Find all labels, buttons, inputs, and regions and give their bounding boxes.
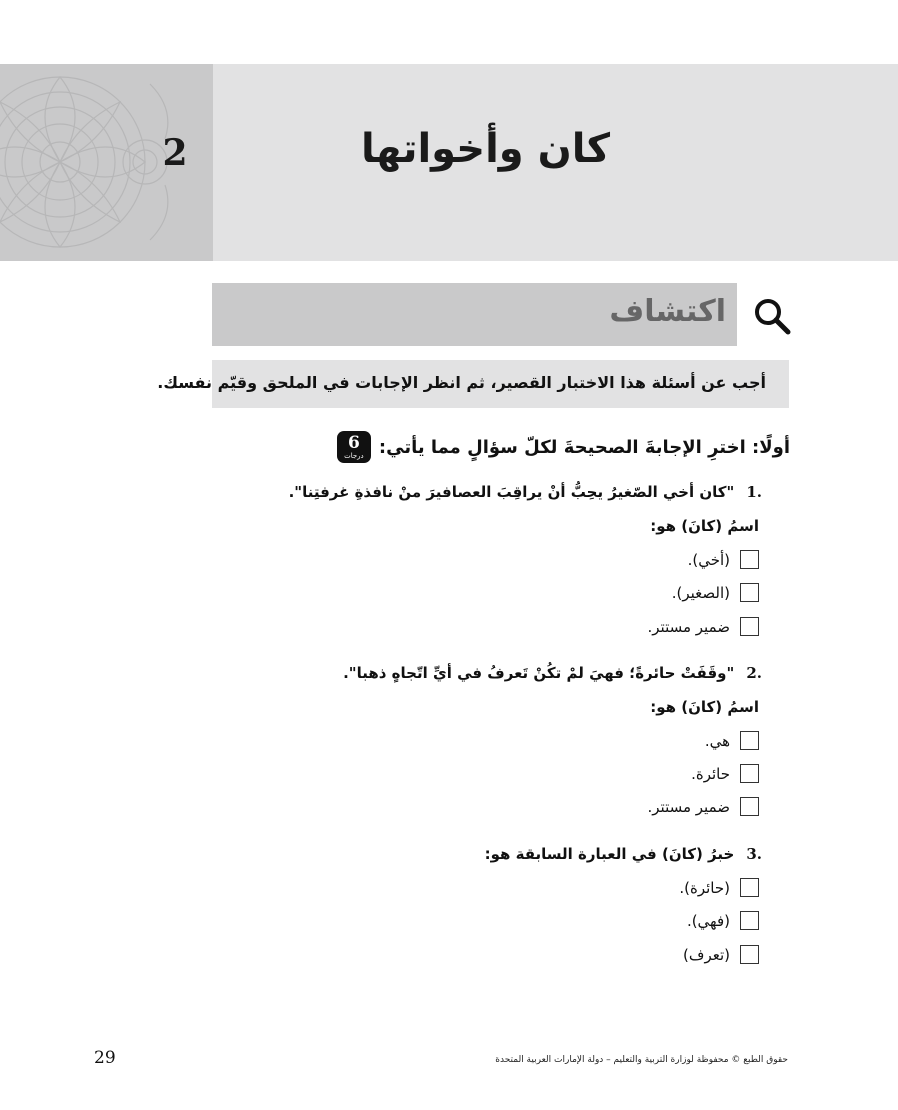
answer-checkbox[interactable] [740, 617, 759, 636]
option-2-2[interactable] [691, 764, 759, 783]
question-text: خبرُ (كانَ) في العبارة السابقة هو: [484, 845, 735, 863]
answer-checkbox[interactable] [740, 583, 759, 602]
answer-checkbox[interactable] [740, 945, 759, 964]
section-title: اكتشاف [609, 294, 726, 329]
option-label: هي. [704, 731, 730, 750]
question-2 [343, 664, 762, 682]
answer-checkbox[interactable] [740, 731, 759, 750]
option-label: ضمير مستتر. [647, 617, 730, 636]
question-text: "وقَفَتْ حائرةً؛ فهيَ لمْ تكُنْ تَعرفُ في أيِّ اتّجاهٍ ذهبا". [343, 664, 735, 682]
answer-checkbox[interactable] [740, 878, 759, 897]
option-label: (فهي). [686, 911, 730, 930]
chapter-number: 2 [162, 132, 188, 174]
question-1 [289, 483, 762, 501]
page-number: 29 [94, 1048, 116, 1068]
option-3-1[interactable] [679, 878, 759, 897]
marks-badge [337, 431, 371, 463]
option-1-3[interactable] [648, 617, 760, 636]
answer-checkbox[interactable] [740, 764, 759, 783]
copyright-notice: حقوق الطبع © محفوظة لوزارة التربية والتعليم – دولة الإمارات العربية المتحدة [495, 1055, 788, 1065]
option-label: (تعرف) [683, 945, 730, 964]
answer-checkbox[interactable] [740, 911, 759, 930]
question-text: "كان أخي الصّغيرُ يحِبُّ أنْ يراقِبَ العصافيرَ منْ نافذةِ غرفتِنا". [288, 483, 735, 501]
option-2-1[interactable] [705, 731, 759, 750]
chapter-title: كان وأخواتها [361, 126, 610, 172]
option-1-2[interactable] [672, 583, 759, 602]
option-label: (حائرة). [679, 878, 730, 897]
option-3-3[interactable] [683, 945, 759, 964]
option-label: حائرة. [691, 764, 730, 783]
instruction-text: أجب عن أسئلة هذا الاختبار القصير، ثم انظر الإجابات في الملحق وقيّم نفسك. [157, 373, 766, 392]
question-number: .1 [746, 483, 762, 501]
option-label: (أخي). [687, 550, 730, 569]
question-subprompt: اسمُ (كانَ) هو: [650, 517, 759, 535]
option-3-2[interactable] [687, 911, 759, 930]
option-label: (الصغير). [671, 583, 730, 602]
question-number: .3 [746, 845, 762, 863]
answer-checkbox[interactable] [740, 550, 759, 569]
answer-checkbox[interactable] [740, 797, 759, 816]
option-1-1[interactable] [688, 550, 759, 569]
marks-unit: درجات [344, 451, 364, 460]
part-heading [337, 431, 790, 463]
option-label: ضمير مستتر. [647, 797, 730, 816]
option-2-3[interactable] [648, 797, 760, 816]
marks-value: 6 [347, 432, 360, 453]
part-heading-text: أولًا: اخترِ الإجابةَ الصحيحةَ لكلّ سؤالٍ مما يأتي: [378, 436, 790, 458]
question-number: .2 [746, 664, 762, 682]
search-icon [752, 296, 792, 336]
question-subprompt: اسمُ (كانَ) هو: [650, 698, 759, 716]
question-3 [485, 845, 762, 863]
